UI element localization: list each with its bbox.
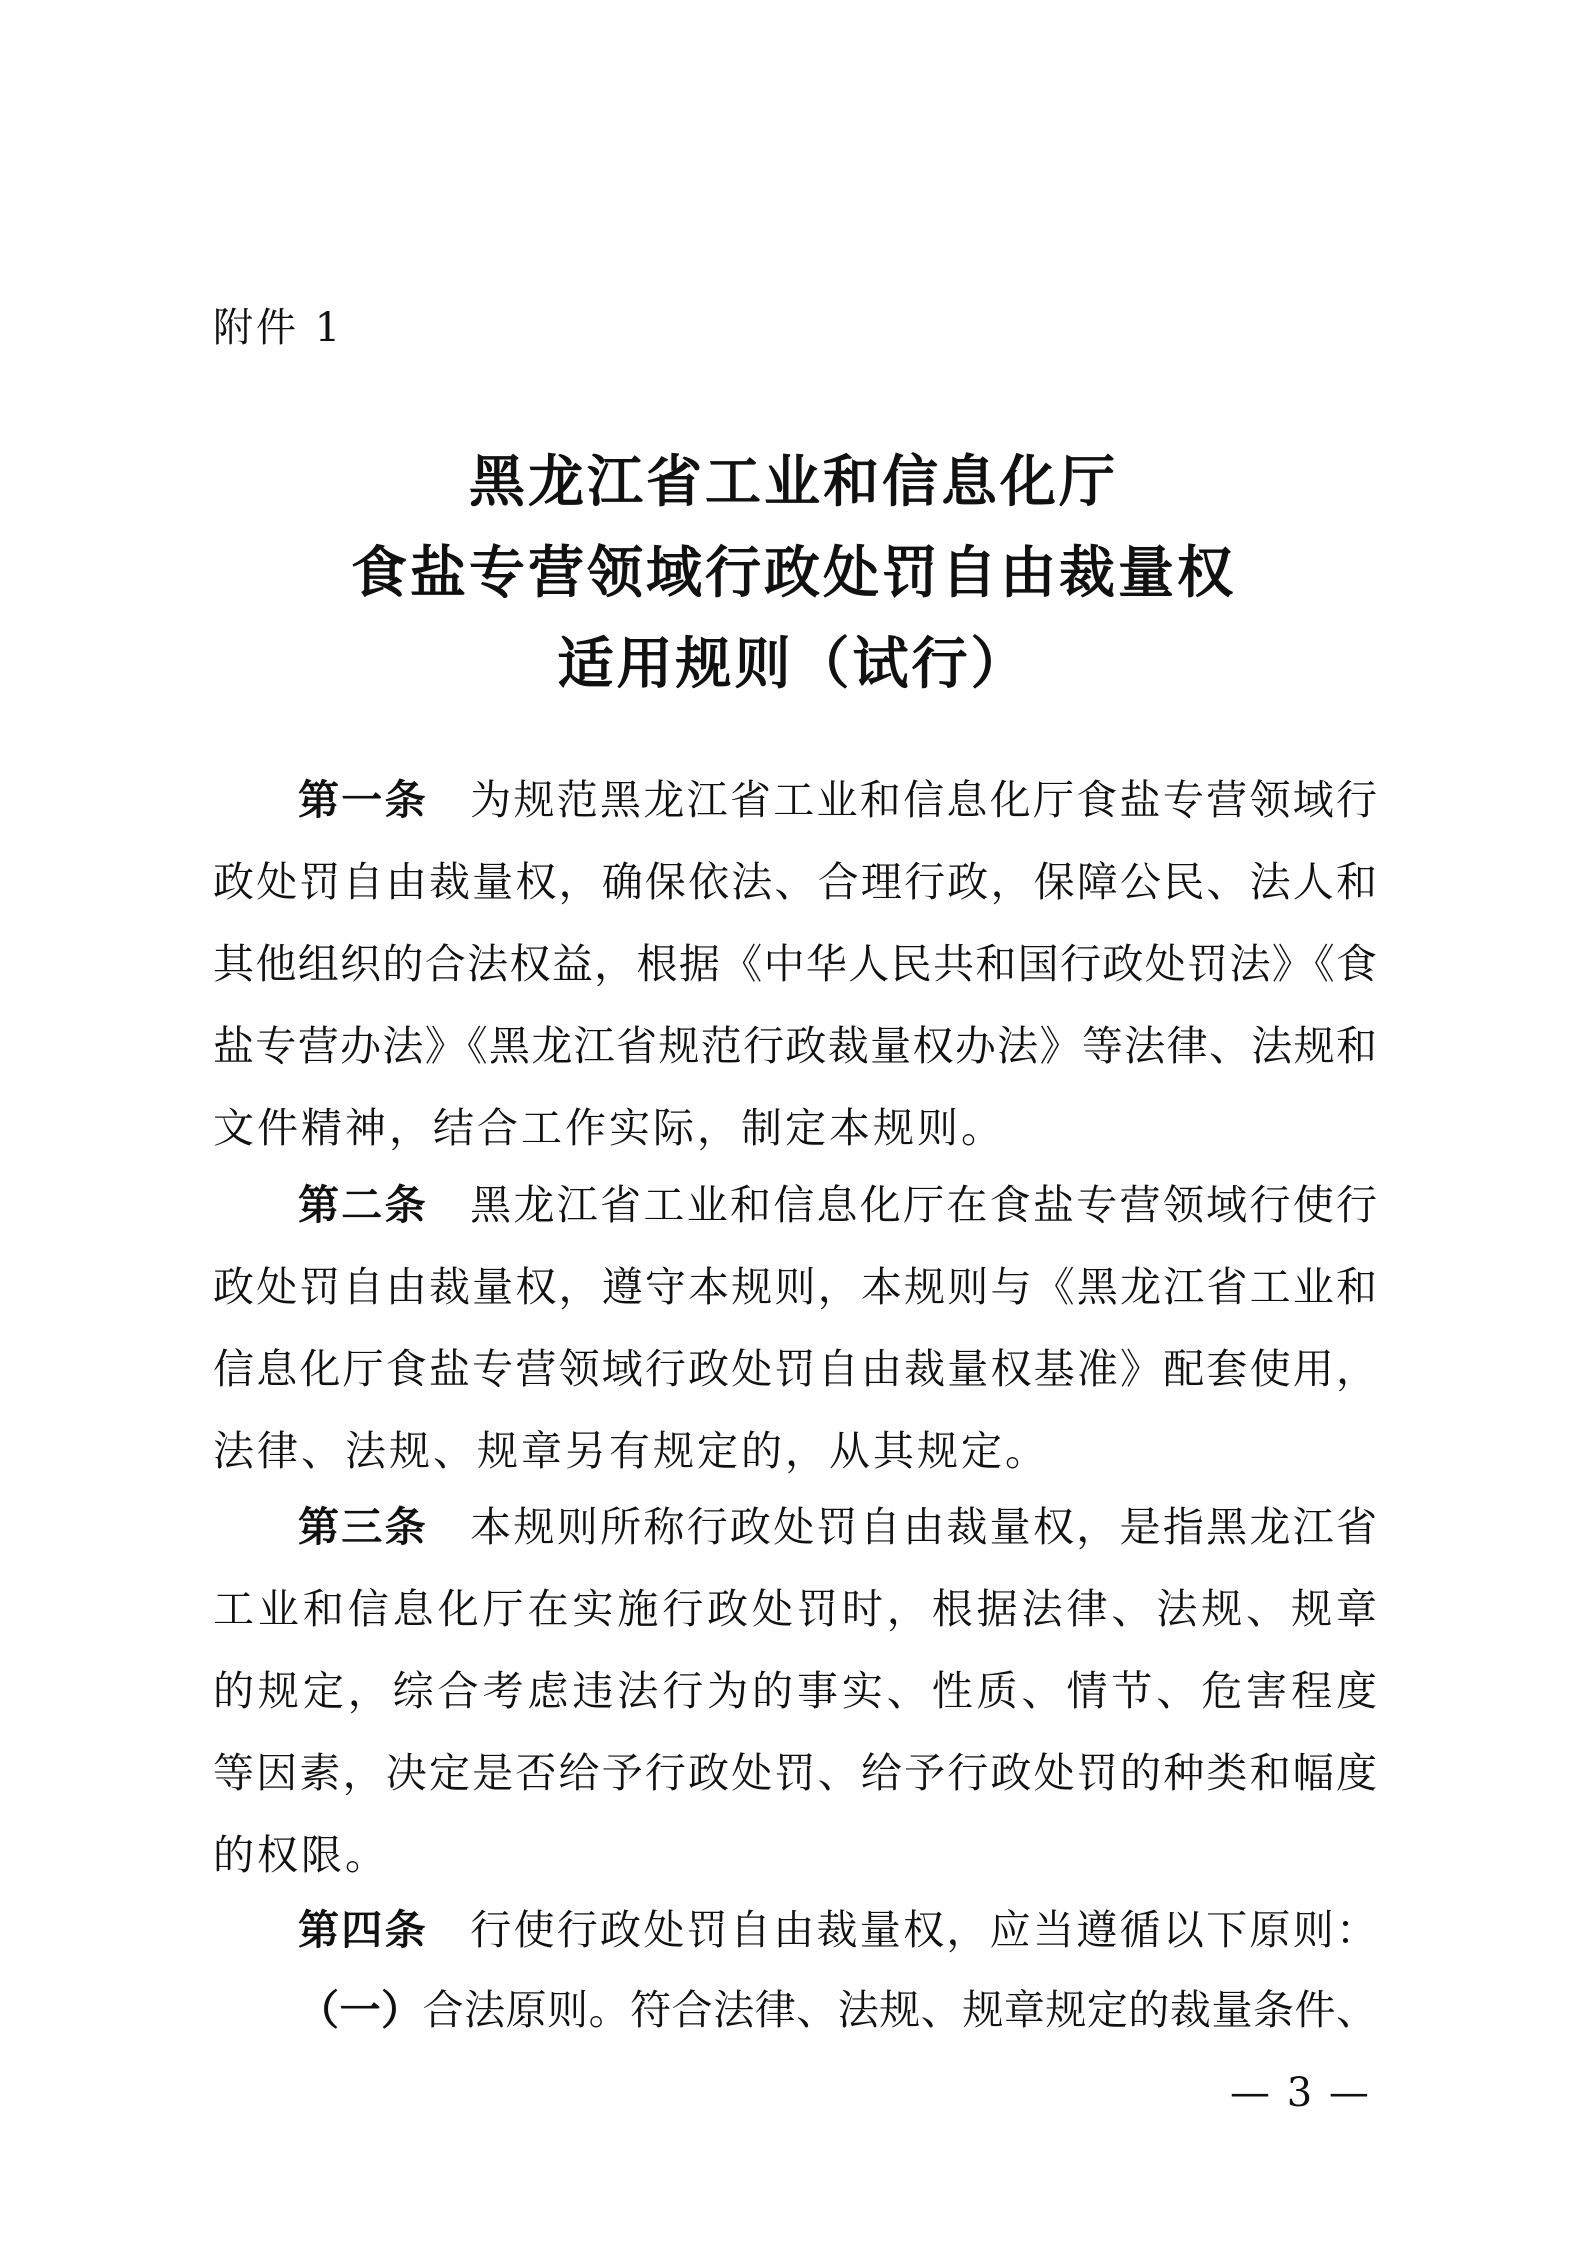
article-2-first-line — [298, 1175, 1377, 1235]
article-1-heading: 第一条 — [298, 776, 428, 824]
article-1-first-line — [298, 770, 1377, 830]
article-3-heading: 第三条 — [298, 1503, 428, 1551]
article-4-first-line — [298, 1900, 1377, 1960]
article-2-text: 黑龙江省工业和信息化厅在食盐专营领域行使行 — [467, 1181, 1377, 1229]
principle-1-line — [298, 1980, 1377, 2040]
article-2-line-2: 政处罚自由裁量权，遵守本规则，本规则与《黑龙江省工业和 — [213, 1263, 1377, 1311]
article-3-text: 本规则所称行政处罚自由裁量权，是指黑龙江省 — [467, 1503, 1377, 1551]
title-line-3: 适用规则（试行） — [557, 632, 1030, 697]
article-1-line-5: 文件精神，结合工作实际，制定本规则。 — [213, 1104, 1005, 1152]
article-3-line-4: 等因素，决定是否给予行政处罚、给予行政处罚的种类和幅度 — [213, 1749, 1377, 1797]
principle-1-text — [298, 1986, 1377, 2034]
article-3-first-line — [298, 1497, 1377, 1557]
title-line-2: 食盐专营领域行政处罚自由裁量权 — [351, 541, 1236, 606]
principle-1-marker: （一） — [298, 1986, 423, 2034]
attachment-label: 附件 1 — [213, 305, 344, 351]
article-2-heading: 第二条 — [298, 1181, 428, 1229]
title-line-1: 黑龙江省工业和信息化厅 — [469, 450, 1118, 515]
page-number: — 3 — — [1230, 2070, 1371, 2116]
article-3-line-2: 工业和信息化厅在实施行政处罚时，根据法律、法规、规章 — [213, 1585, 1377, 1633]
article-1-line-3: 其他组织的合法权益，根据《中华人民共和国行政处罚法》《食 — [213, 940, 1377, 988]
article-2-line-4: 法律、法规、规章另有规定的，从其规定。 — [213, 1427, 1049, 1475]
article-3-line-5: 的权限。 — [213, 1831, 389, 1879]
article-3-line-3: 的规定，综合考虑违法行为的事实、性质、情节、危害程度 — [213, 1667, 1377, 1715]
article-4-heading: 第四条 — [298, 1906, 428, 1954]
article-1-text: 为规范黑龙江省工业和信息化厅食盐专营领域行 — [467, 776, 1377, 824]
article-4-text: 行使行政处罚自由裁量权，应当遵循以下原则： — [467, 1906, 1377, 1954]
principle-1-body: 合法原则。符合法律、法规、规章规定的裁量条件、 — [422, 1986, 1378, 2034]
article-1-line-2: 政处罚自由裁量权，确保依法、合理行政，保障公民、法人和 — [213, 858, 1377, 906]
article-1-line-4: 盐专营办法》《黑龙江省规范行政裁量权办法》等法律、法规和 — [213, 1022, 1377, 1070]
article-2-line-3: 信息化厅食盐专营领域行政处罚自由裁量权基准》配套使用， — [213, 1345, 1377, 1393]
